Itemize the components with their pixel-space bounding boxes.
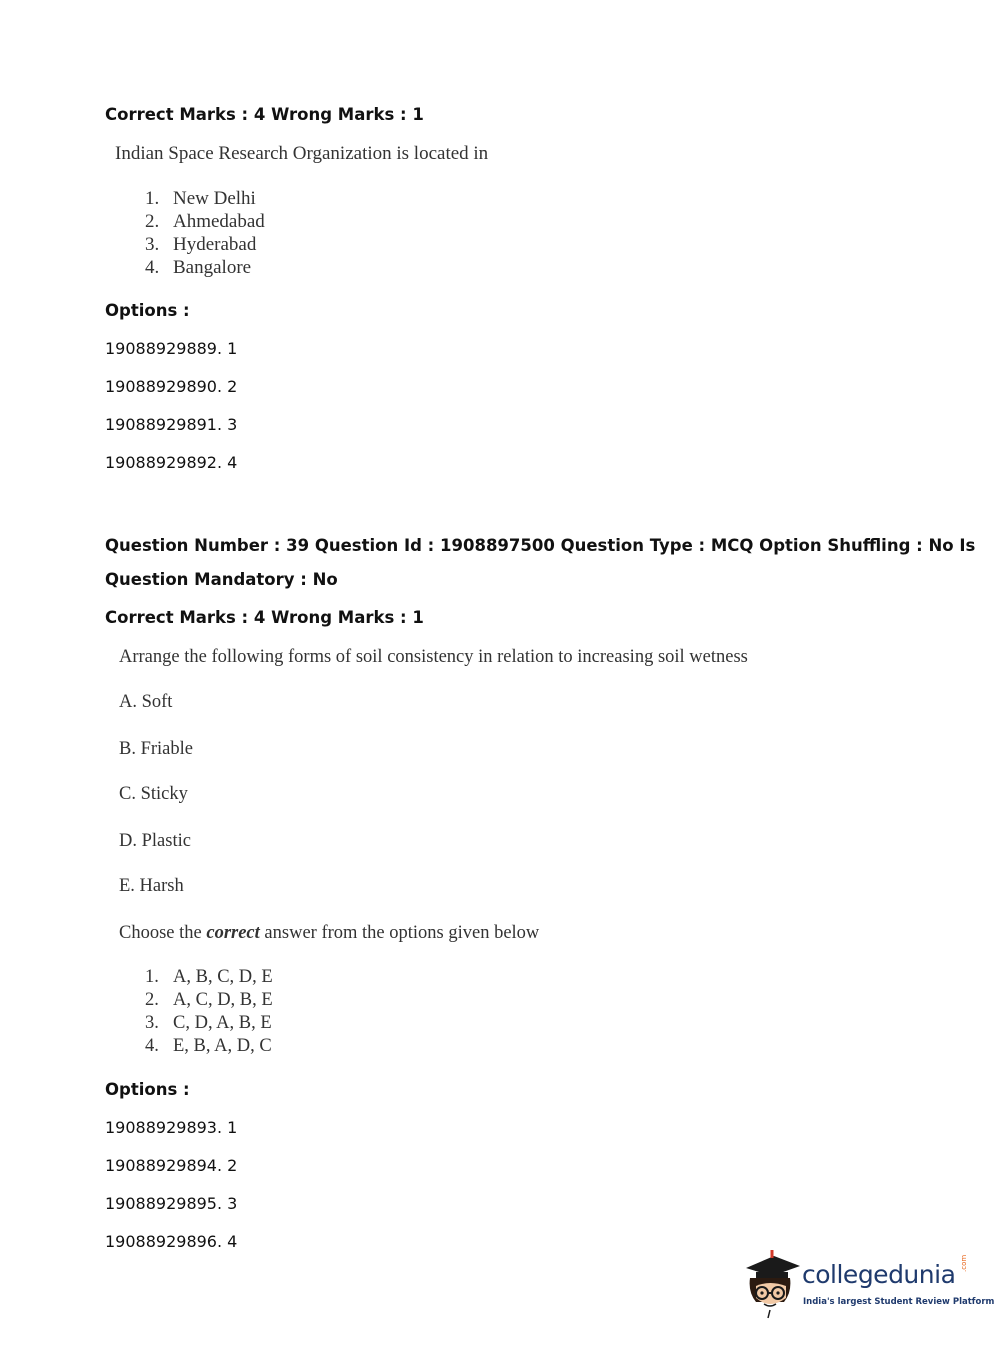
q38-option: 19088929890. 2 xyxy=(105,377,238,396)
q39-choice: 3. C, D, A, B, E xyxy=(145,1013,272,1033)
q39-instruction: Choose the correct answer from the options given below xyxy=(119,923,540,943)
q38-choice: 2. Ahmedabad xyxy=(145,211,265,232)
q38-marks: Correct Marks : 4 Wrong Marks : 1 xyxy=(105,105,424,124)
q39-option: 19088929896. 4 xyxy=(105,1232,238,1251)
q39-item: B. Friable xyxy=(119,739,193,759)
q39-option: 19088929893. 1 xyxy=(105,1118,238,1137)
q39-choice: 4. E, B, A, D, C xyxy=(145,1036,272,1056)
q39-choice: 1. A, B, C, D, E xyxy=(145,967,273,987)
q39-option: 19088929895. 3 xyxy=(105,1194,238,1213)
q39-header-line1: Question Number : 39 Question Id : 1908897500 Question Type : MCQ Option Shuffling : No Is xyxy=(105,536,976,555)
logo-domain-suffix: .com xyxy=(960,1254,968,1272)
q39-item: C. Sticky xyxy=(119,784,188,804)
q38-choice: 4. Bangalore xyxy=(145,257,252,278)
q39-choice-list xyxy=(145,966,273,1058)
logo-wordmark: collegedunia xyxy=(802,1260,956,1289)
collegedunia-logo xyxy=(740,1246,995,1322)
q39-option: 19088929894. 2 xyxy=(105,1156,238,1175)
q38-choice: 3. Hyderabad xyxy=(145,234,257,255)
q39-marks: Correct Marks : 4 Wrong Marks : 1 xyxy=(105,608,424,627)
q39-options-label: Options : xyxy=(105,1080,190,1099)
q39-choice: 2. A, C, D, B, E xyxy=(145,990,273,1010)
q38-choice-list xyxy=(145,187,265,279)
q39-instruction-emphasis: correct xyxy=(206,923,260,943)
q39-item: E. Harsh xyxy=(119,876,184,896)
logo-tagline: India's largest Student Review Platform xyxy=(803,1297,995,1307)
q38-option: 19088929891. 3 xyxy=(105,415,238,434)
q39-item: D. Plastic xyxy=(119,831,191,851)
q38-option: 19088929889. 1 xyxy=(105,339,238,358)
q39-header-line2: Question Mandatory : No xyxy=(105,570,338,589)
q39-question-text: Arrange the following forms of soil consistency in relation to increasing soil wetness xyxy=(119,647,748,667)
q38-option: 19088929892. 4 xyxy=(105,453,238,472)
q38-question-text: Indian Space Research Organization is located in xyxy=(115,143,489,164)
q38-options-label: Options : xyxy=(105,301,190,320)
mascot-icon xyxy=(740,1246,802,1322)
q38-choice: 1. New Delhi xyxy=(145,188,256,209)
q39-item: A. Soft xyxy=(119,692,173,712)
